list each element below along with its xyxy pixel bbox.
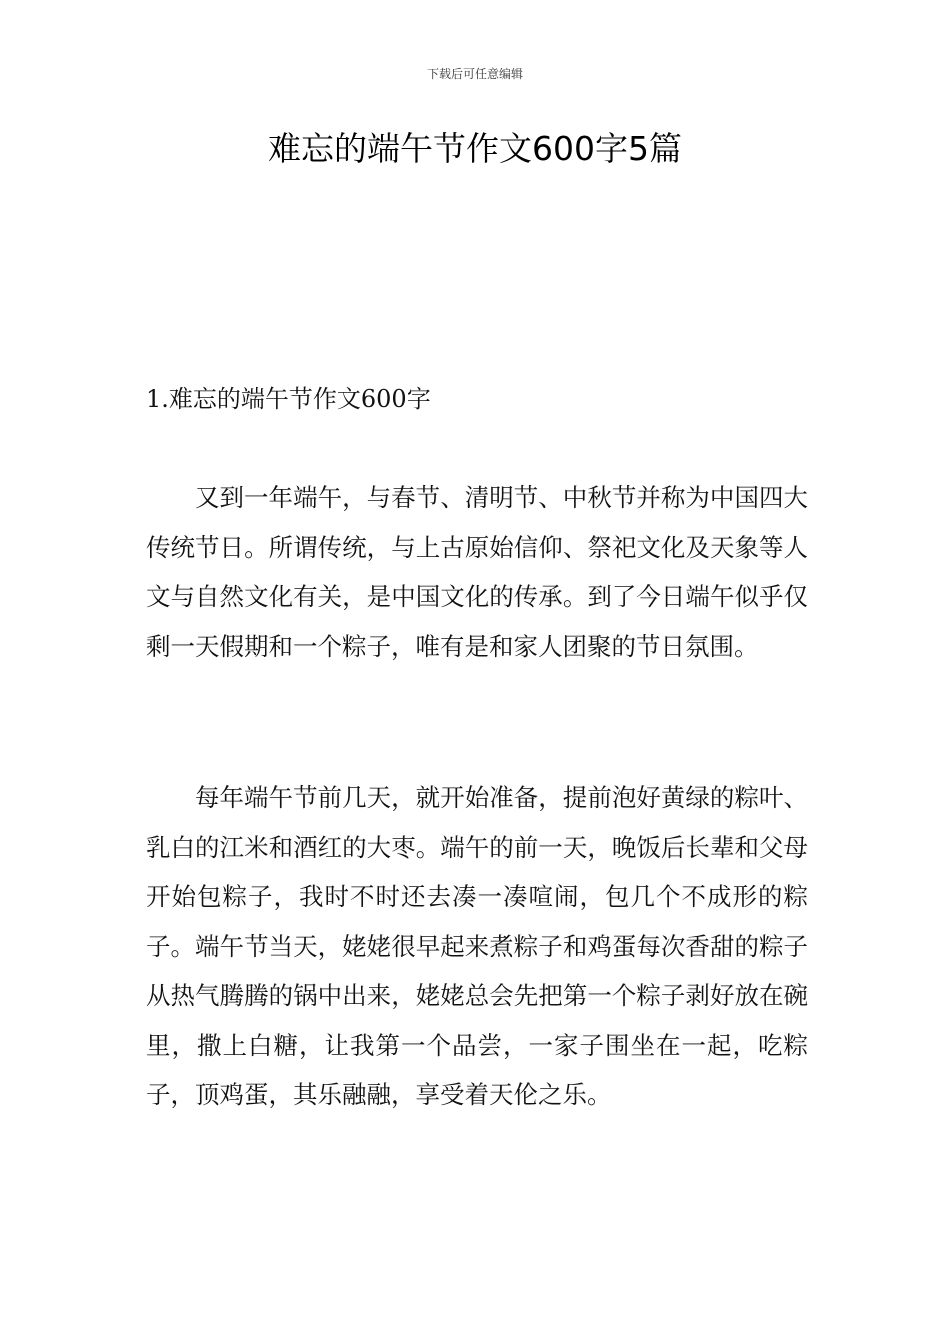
document-title: 难忘的端午节作文600字5篇 bbox=[268, 129, 682, 168]
header-note: 下载后可任意编辑 bbox=[426, 67, 523, 81]
section-heading: 1.难忘的端午节作文600字 bbox=[146, 385, 431, 413]
body-paragraph: 又到一年端午，与春节、清明节、中秋节并称为中国四大传统节日。所谓传统，与上古原始信仰、祭祀文化及天象等人文与自然文化有关，是中国文化的传承。到了今日端午似乎仅剩一天假期和一个粽子，唯有是和家人团聚的节日氛围。 bbox=[146, 483, 808, 661]
body-paragraph: 每年端午节前几天，就开始准备，提前泡好黄绿的粽叶、乳白的江米和酒红的大枣。端午的前一天，晚饭后长辈和父母开始包粽子，我时不时还去凑一凑喧闹，包几个不成形的粽子。端午节当天，姥姥很早起来煮粽子和鸡蛋每次香甜的粽子从热气腾腾的锅中出来，姥姥总会先把第一个粽子剥好放在碗里，撒上白糖，让我第一个品尝，一家子围坐在一起，吃粽子，顶鸡蛋，其乐融融，享受着天伦之乐。 bbox=[146, 783, 808, 1109]
